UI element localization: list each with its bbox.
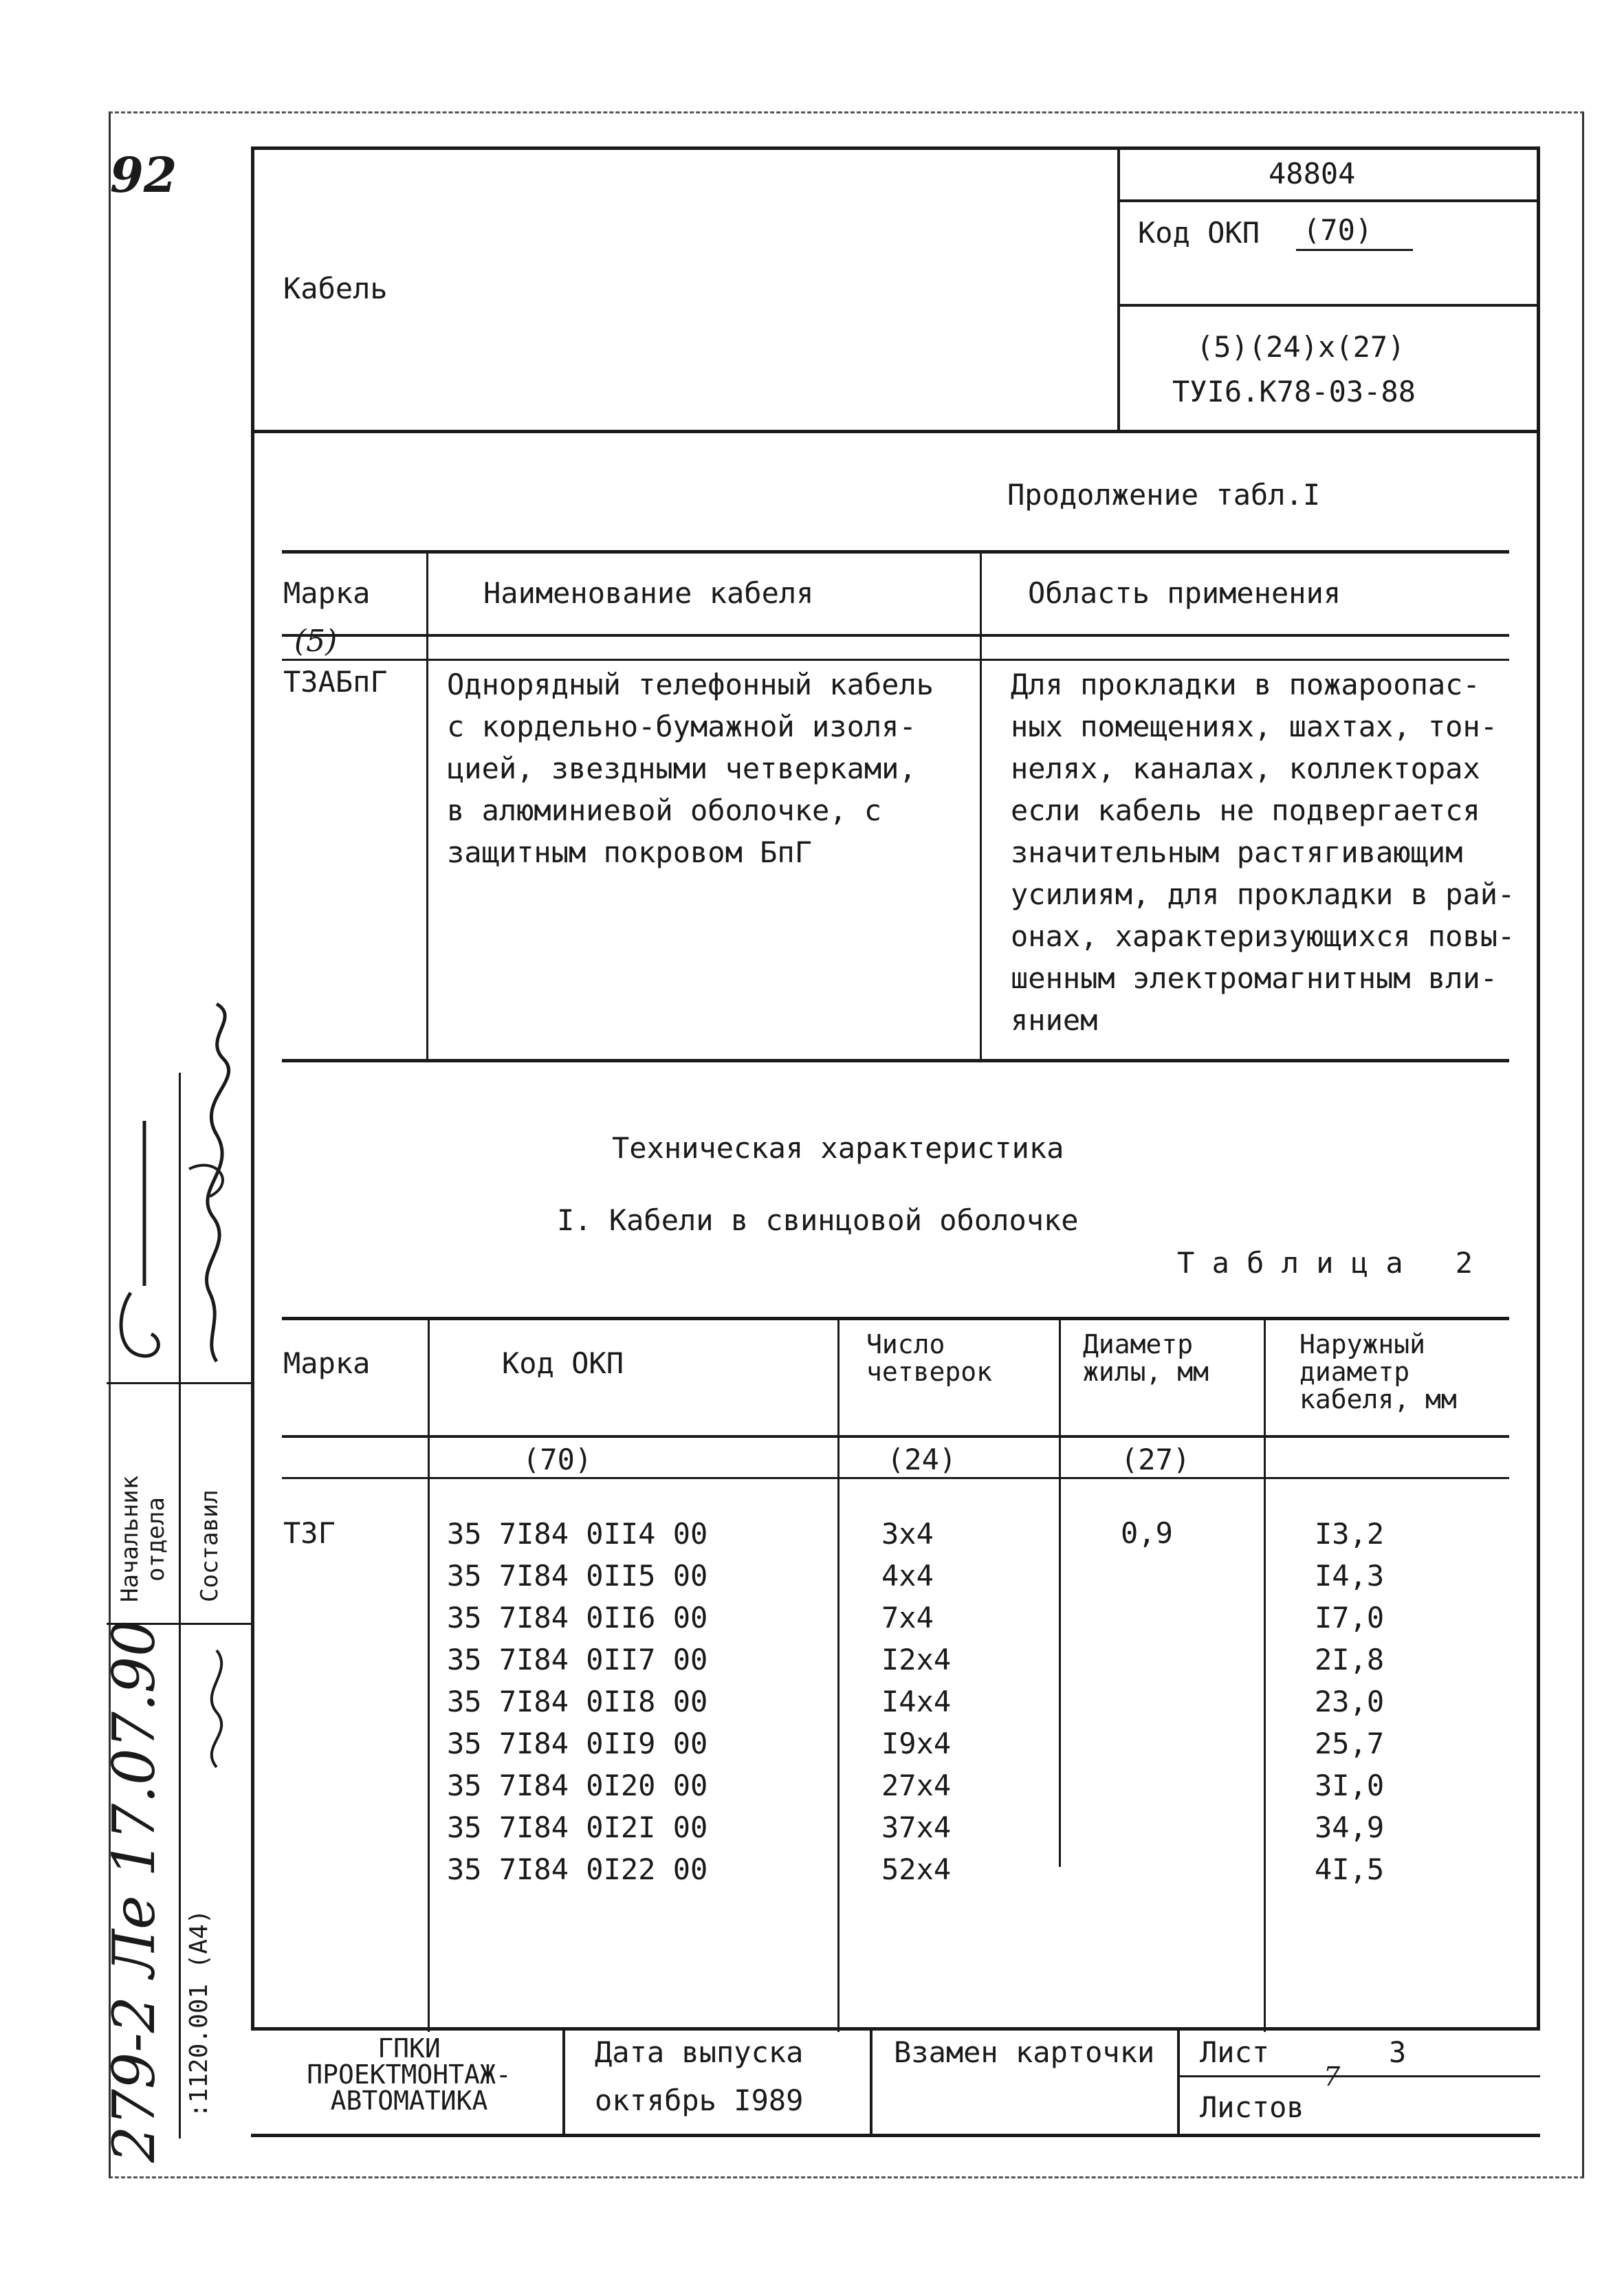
table1-marker: (5) — [294, 624, 338, 659]
usage-line: ных помещениях, шахтах, тон- — [1011, 710, 1498, 743]
usage-line: шенным электромагнитным вли- — [1011, 961, 1498, 995]
table2-header-outer — [1299, 1331, 1457, 1413]
tech-subtitle: I. Кабели в свинцовой оболочке — [557, 1203, 1079, 1237]
header-divider-vertical — [1117, 146, 1120, 432]
side-doc-code: :1120.001 (А4) — [185, 1909, 213, 2118]
usage-line: янием — [1011, 1003, 1098, 1037]
table1-mark: ТЗАБпГ — [283, 665, 388, 699]
table2-col-divider-4 — [1264, 1317, 1266, 2032]
table1-col-divider-1 — [426, 550, 428, 1060]
org-line: ГПКИ — [377, 2033, 441, 2064]
formula: (5)(24)x(27) — [1196, 330, 1405, 364]
header-line: Диаметр — [1083, 1329, 1194, 1359]
card-number: 48804 — [1269, 157, 1356, 190]
table1-col-divider-2 — [980, 550, 982, 1060]
table-cell-outer: 34,9 — [1315, 1811, 1385, 1844]
side-head-line: отдела — [142, 1497, 170, 1582]
table-cell-okp: 35 7I84 0II6 00 — [447, 1601, 708, 1635]
table-cell-outer: 4I,5 — [1315, 1852, 1385, 1886]
header-line: жилы, мм — [1083, 1357, 1209, 1387]
header-line: четверок — [866, 1357, 993, 1387]
name-line: в алюминиевой оболочке, с — [447, 794, 882, 827]
name-line: Однорядный телефонный кабель — [447, 668, 934, 701]
table-cell-okp: 35 7I84 0II9 00 — [447, 1727, 708, 1760]
name-line: защитным покровом БпГ — [447, 835, 813, 869]
footer-date-value: октябрь I989 — [595, 2084, 804, 2117]
table-cell-outer: 25,7 — [1315, 1727, 1385, 1760]
table2-marker-quads: (24) — [887, 1443, 957, 1476]
table-cell-outer: I4,3 — [1315, 1559, 1385, 1593]
table2-header-mark: Марка — [283, 1346, 371, 1380]
name-line: цией, звездными четверками, — [447, 752, 917, 785]
tech-title: Техническая характеристика — [612, 1131, 1064, 1165]
usage-line: Для прокладки в пожароопас- — [1011, 668, 1480, 701]
table2-marker-line — [282, 1477, 1509, 1479]
okp-value: (70) — [1303, 213, 1373, 247]
table-cell-outer: 2I,8 — [1315, 1643, 1385, 1676]
org-line: АВТОМАТИКА — [330, 2086, 488, 2116]
side-head-line: Начальник — [116, 1475, 144, 1602]
table-cell-okp: 35 7I84 0I20 00 — [447, 1769, 708, 1802]
table1-header-mark: Марка — [283, 576, 371, 610]
table-cell-okp: 35 7I84 0II5 00 — [447, 1559, 708, 1593]
footer-organization — [272, 2035, 547, 2114]
table-cell-quads: 3x4 — [881, 1517, 934, 1551]
footer-sheet-label: Лист — [1200, 2035, 1270, 2069]
footer-sheets-label: Листов — [1200, 2090, 1304, 2124]
table-cell-quads: 4x4 — [881, 1559, 934, 1593]
table2-marker-diameter: (27) — [1121, 1443, 1191, 1476]
name-line: с кордельно-бумажной изоля- — [447, 710, 917, 743]
footer-date-label: Дата выпуска — [595, 2035, 804, 2069]
table2-col-divider-3 — [1059, 1317, 1061, 1867]
table1-marker-line — [282, 659, 1509, 661]
footer-top-line — [251, 2027, 1540, 2031]
header-line: Наружный — [1299, 1329, 1426, 1359]
table-cell-quads: 7x4 — [881, 1601, 934, 1635]
usage-line: онах, характеризующихся повы- — [1011, 919, 1515, 953]
header-line: диаметр — [1299, 1357, 1410, 1387]
page-number: 92 — [110, 146, 177, 204]
okp-label: Код ОКП — [1138, 216, 1260, 250]
usage-line: значительным растягивающим — [1011, 835, 1463, 869]
header-divider-2 — [1117, 304, 1540, 307]
table2-okp-column — [447, 1513, 707, 1890]
table2-mark: ТЗГ — [283, 1516, 336, 1550]
signature-head — [110, 1114, 179, 1375]
table1-top-line — [282, 550, 1509, 554]
header-line: Число — [866, 1329, 945, 1359]
table2-header-diameter — [1083, 1331, 1209, 1386]
table1-header-name: Наименование кабеля — [483, 576, 814, 610]
header-divider-1 — [1117, 199, 1540, 202]
table-cell-okp: 35 7I84 0II4 00 — [447, 1517, 708, 1551]
table2-header-quads — [866, 1331, 992, 1386]
table-cell-quads: I2x4 — [881, 1643, 952, 1676]
okp-value-underline — [1296, 249, 1413, 251]
table2-quads-column — [881, 1513, 951, 1890]
org-line: ПРОЕКТМОНТАЖ- — [307, 2059, 512, 2090]
footer-sheet-value: 3 — [1389, 2035, 1407, 2069]
table-cell-outer: I7,0 — [1315, 1601, 1385, 1635]
side-column-line-2 — [107, 1382, 252, 1384]
header-bottom-line — [251, 430, 1540, 433]
footer-divider-2 — [870, 2027, 873, 2137]
table1-header-line — [282, 634, 1509, 637]
usage-line: усилиям, для прокладки в рай- — [1011, 877, 1515, 911]
table2-marker-okp: (70) — [523, 1443, 593, 1476]
table-cell-quads: 52x4 — [881, 1852, 952, 1886]
side-author-label: Составил — [196, 1489, 223, 1602]
table-cell-quads: 37x4 — [881, 1811, 952, 1844]
table1-bottom-line — [282, 1059, 1509, 1062]
signature-author — [175, 990, 258, 1375]
table-cell-okp: 35 7I84 0I2I 00 — [447, 1811, 708, 1844]
table1-usage-cell — [1011, 664, 1515, 1041]
table-cell-okp: 35 7I84 0II7 00 — [447, 1643, 708, 1676]
table-cell-outer: 23,0 — [1315, 1685, 1385, 1718]
table1-caption: Продолжение табл.I — [1007, 478, 1321, 512]
signature-approval — [186, 1643, 248, 1774]
table2-top-line — [282, 1317, 1509, 1320]
footer-replace-label: Взамен карточки — [894, 2035, 1155, 2069]
header-line: кабеля, мм — [1299, 1384, 1457, 1414]
table1-name-cell — [447, 664, 934, 873]
table-cell-quads: I9x4 — [881, 1727, 952, 1760]
footer-divider-3 — [1177, 2027, 1180, 2137]
side-head-label — [117, 1476, 169, 1602]
product-name: Кабель — [283, 272, 388, 305]
table2-label: Т а б л и ц а 2 — [1177, 1246, 1473, 1280]
table-cell-quads: I4x4 — [881, 1685, 952, 1718]
table2-col-divider-2 — [837, 1317, 840, 2032]
usage-line: если кабель не подвергается — [1011, 794, 1480, 827]
table-cell-outer: I3,2 — [1315, 1517, 1385, 1551]
table1-header-usage: Область применения — [1028, 576, 1341, 610]
table-cell-okp: 35 7I84 0I22 00 — [447, 1852, 708, 1886]
tu-code: ТУI6.К78-03-88 — [1172, 375, 1416, 408]
table2-col-divider-1 — [428, 1317, 430, 2032]
table2-header-okp: Код ОКП — [502, 1346, 624, 1380]
footer-sheets-value: 7 — [1324, 2062, 1341, 2092]
side-handwritten-note: 279-2 Ле 17.07.90 — [100, 1619, 168, 2163]
footer-divider-1 — [562, 2027, 565, 2137]
table2-header-line — [282, 1435, 1509, 1438]
footer-bottom-border — [251, 2134, 1540, 2137]
usage-line: нелях, каналах, коллекторах — [1011, 752, 1480, 785]
table-cell-quads: 27x4 — [881, 1769, 952, 1802]
table-cell-okp: 35 7I84 0II8 00 — [447, 1685, 708, 1718]
table2-outer-column — [1315, 1513, 1384, 1890]
table-cell-outer: 3I,0 — [1315, 1769, 1385, 1802]
footer-sheet-line — [1177, 2075, 1540, 2077]
table2-wire-diameter: 0,9 — [1121, 1516, 1173, 1550]
